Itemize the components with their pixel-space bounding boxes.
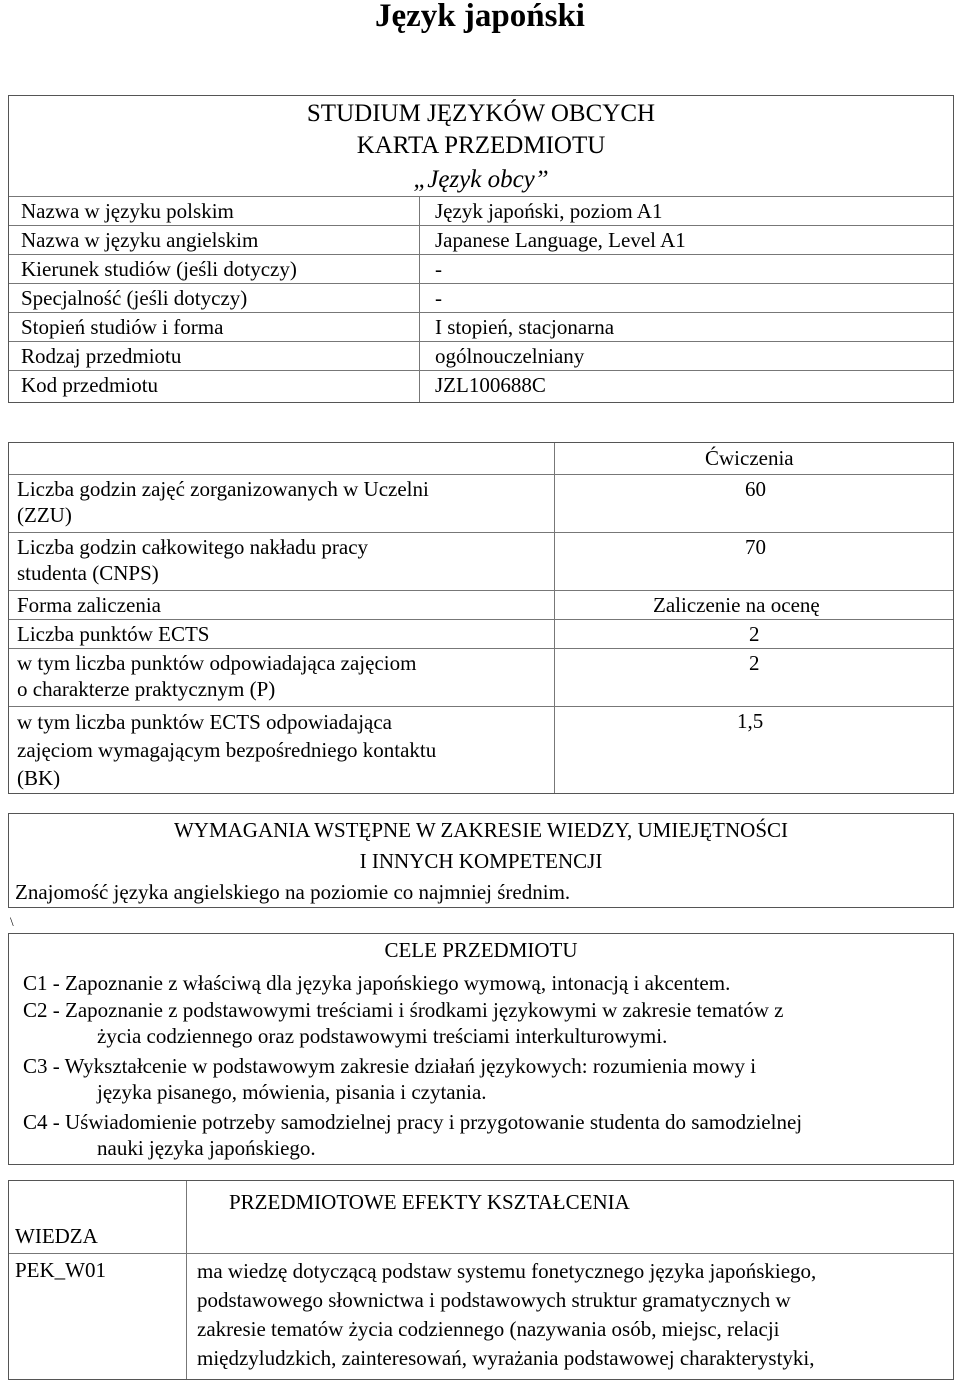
ects-value: 2: [749, 622, 760, 646]
goals-box: [8, 933, 954, 1165]
practical-ects-label: w tym liczba punktów odpowiadająca zajęciom o charakterze praktycznym (P): [17, 651, 417, 701]
forma-zaliczenia-value: Zaliczenie na ocenę: [653, 593, 820, 617]
info-value-course-type: ogólnouczelniany: [435, 344, 585, 368]
goals-title: CELE PRZEDMIOTU: [384, 938, 578, 962]
cnps-value: 70: [745, 535, 766, 559]
cnps-label: Liczba godzin całkowitego nakładu pracy studenta (CNPS): [17, 535, 369, 585]
requirements-text: Znajomość języka angielskiego na poziomie co najmniej średnim.: [15, 880, 571, 904]
info-value-english-name: Japanese Language, Level A1: [435, 228, 686, 252]
outcomes-section-wiedza: WIEDZA: [15, 1224, 98, 1248]
info-label-english-name: Nazwa w języku angielskim: [21, 228, 259, 252]
header-line-3: „Język obcy”: [413, 166, 549, 193]
info-label-course-type: Rodzaj przedmiotu: [21, 344, 182, 368]
info-label-course-code: Kod przedmiotu: [21, 373, 159, 397]
forma-zaliczenia-label: Forma zaliczenia: [17, 593, 162, 617]
goal-c2: C2 - Zapoznanie z podstawowymi treściami i środkami językowymi w zakresie tematów z życia codziennego oraz podstawowymi treściami interkulturowymi.: [23, 998, 784, 1048]
goal-c4: C4 - Uświadomienie potrzeby samodzielnej pracy i przygotowanie studenta do samodzielnej nauki języka japońskiego.: [23, 1110, 803, 1160]
header-line-1: STUDIUM JĘZYKÓW OBCYCH: [306, 100, 656, 127]
goal-c1: C1 - Zapoznanie z właściwą dla języka japońskiego wymową, intonacją i akcentem.: [23, 971, 731, 995]
outcome-text-pek-w01: ma wiedzę dotyczącą podstaw systemu fonetycznego języka japońskiego, podstawowego słownictwa i podstawowych struktur gramatycznych w zakresie tematów życia codziennego (nazywania osób, miejsc, relacji międzyludzkich, zainteresowań, wyrażania podstawowej charakterystyki,: [197, 1259, 817, 1370]
info-value-field-of-study: -: [435, 257, 442, 281]
requirements-title-1: WYMAGANIA WSTĘPNE W ZAKRESIE WIEDZY, UMIEJĘTNOŚCI: [173, 818, 789, 842]
zzu-label: Liczba godzin zajęć zorganizowanych w Uczelni (ZZU): [17, 477, 429, 527]
info-value-degree-form: I stopień, stacjonarna: [435, 315, 615, 339]
info-label-polish-name: Nazwa w języku polskim: [21, 199, 234, 223]
hours-table: [8, 442, 954, 794]
info-value-polish-name: Język japoński, poziom A1: [435, 199, 663, 223]
requirements-title-2: I INNYCH KOMPETENCJI: [359, 849, 603, 873]
practical-ects-value: 2: [749, 651, 760, 675]
requirements-box: [8, 813, 954, 908]
zzu-value: 60: [745, 477, 766, 501]
outcomes-box: [8, 1180, 954, 1380]
stray-mark: \: [10, 914, 14, 929]
outcome-code-pek-w01: PEK_W01: [15, 1258, 106, 1282]
info-label-degree-form: Stopień studiów i forma: [21, 315, 224, 339]
header-line-2: KARTA PRZEDMIOTU: [356, 132, 606, 159]
course-card-table: [8, 95, 954, 403]
info-value-specialty: -: [435, 286, 442, 310]
hours-column-header: Ćwiczenia: [705, 446, 794, 470]
outcomes-title: PRZEDMIOTOWE EFEKTY KSZTAŁCENIA: [229, 1190, 630, 1214]
info-value-course-code: JZL100688C: [435, 373, 546, 397]
page-title: Język japoński: [375, 0, 585, 34]
bk-ects-value: 1,5: [737, 709, 764, 733]
info-label-field-of-study: Kierunek studiów (jeśli dotyczy): [21, 257, 297, 281]
bk-ects-label: w tym liczba punktów ECTS odpowiadająca zajęciom wymagającym bezpośredniego kontaktu (BK): [17, 710, 437, 790]
ects-label: Liczba punktów ECTS: [17, 622, 210, 646]
info-label-specialty: Specjalność (jeśli dotyczy): [21, 286, 248, 310]
goal-c3: C3 - Wykształcenie w podstawowym zakresie działań językowych: rozumienia mowy i języka pisanego, mówienia, pisania i czytania.: [23, 1054, 757, 1104]
